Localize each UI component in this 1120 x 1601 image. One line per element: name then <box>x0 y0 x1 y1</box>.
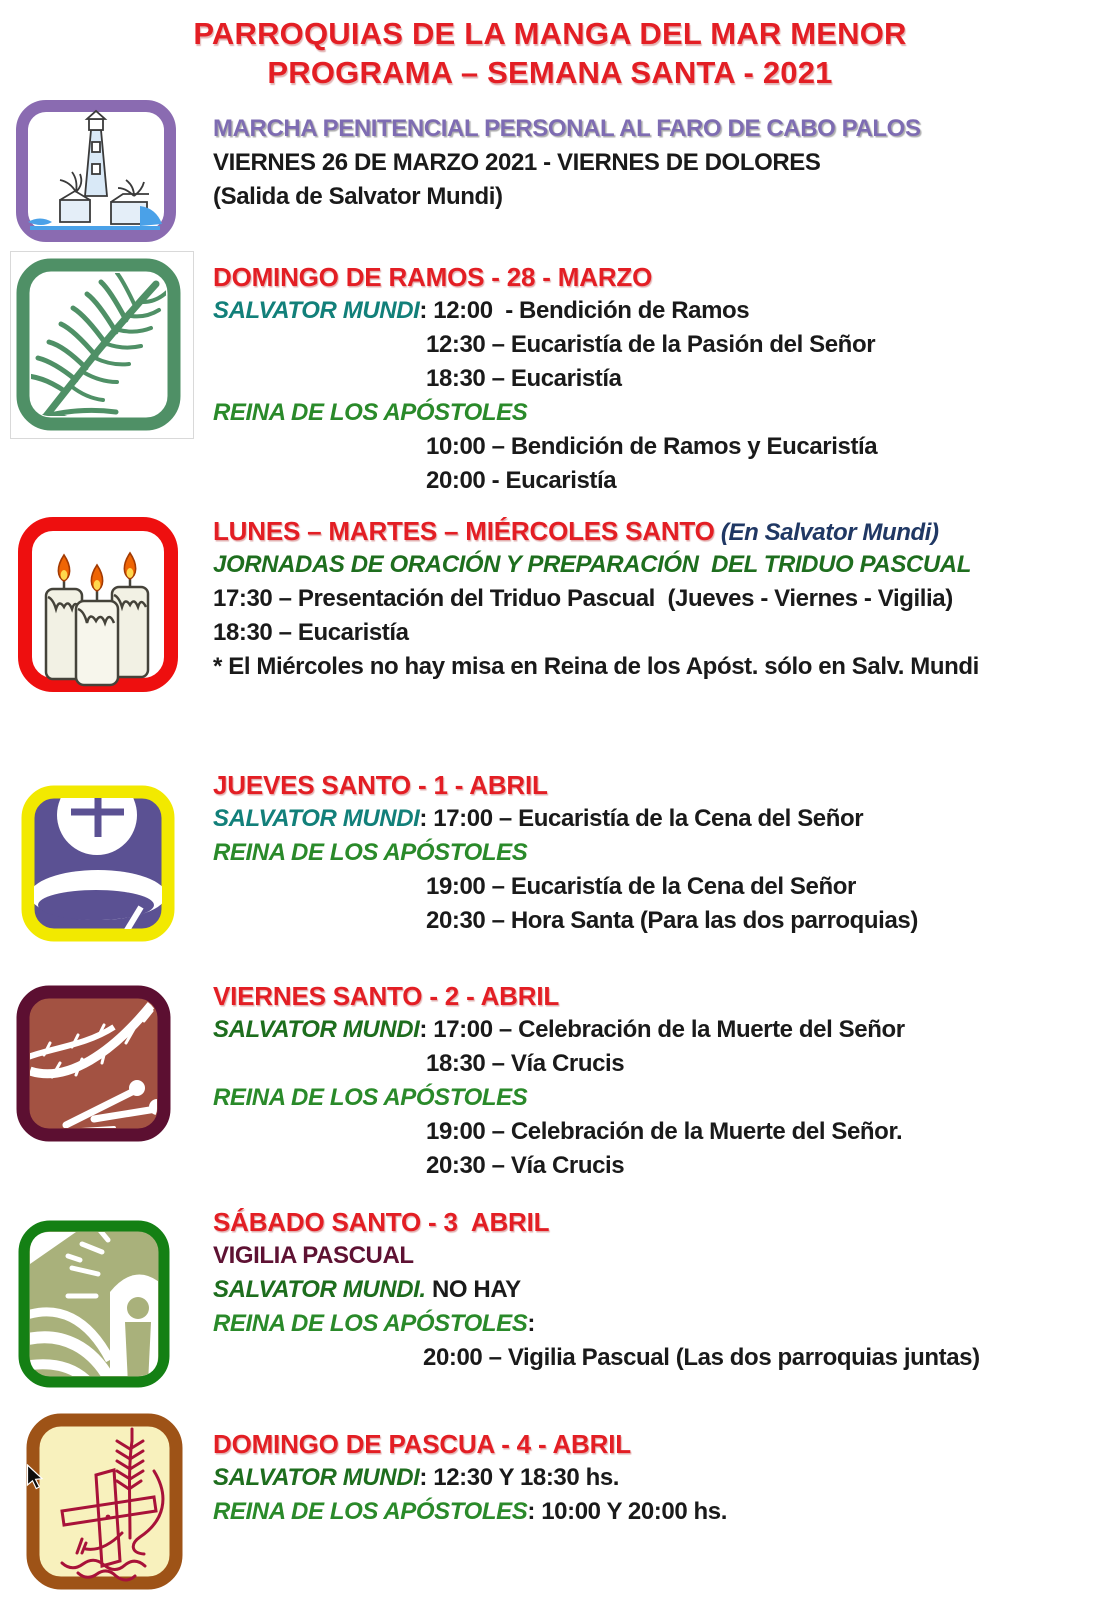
schedule-line <box>213 1307 1093 1341</box>
text-segment: NO HAY <box>425 1276 521 1303</box>
schedule-line <box>213 802 1093 836</box>
text-segment: 17:00 – Eucaristía de la Cena del Señor <box>433 805 864 832</box>
text-segment: 18:30 – Eucaristía <box>213 619 409 646</box>
empty-tomb-icon <box>18 1220 170 1388</box>
text-segment: MARCHA PENITENCIAL PERSONAL AL FARO DE CABO PALOS <box>213 115 921 142</box>
schedule-line <box>213 112 1093 146</box>
schedule-line <box>213 180 1093 214</box>
text-segment: JORNADAS DE ORACIÓN Y PREPARACIÓN DEL TRIDUO PASCUAL <box>213 551 971 578</box>
text-segment: (En Salvator Mundi) <box>714 519 939 546</box>
text-segment: SALVATOR MUNDI <box>213 297 420 324</box>
section-jueves-santo <box>213 768 1093 938</box>
schedule-line <box>213 582 1093 616</box>
schedule-line <box>213 328 1093 362</box>
schedule-line <box>213 1427 1093 1461</box>
cross-and-wheat-icon <box>26 1413 183 1590</box>
schedule-line <box>213 548 1093 582</box>
page-title-line2: PROGRAMA – SEMANA SANTA - 2021 <box>267 55 833 90</box>
schedule-line <box>213 1461 1093 1495</box>
text-segment: REINA DE LOS APÓSTOLES <box>213 1310 528 1337</box>
text-segment: 17:30 – Presentación del Triduo Pascual (Jueves - Viernes - Vigilia) <box>213 585 953 612</box>
text-segment: 12:30 – Eucaristía de la Pasión del Señor <box>426 331 876 358</box>
text-segment: SALVATOR MUNDI <box>213 805 420 832</box>
text-segment: SALVATOR MUNDI. <box>213 1276 426 1303</box>
text-segment: 20:30 – Vía Crucis <box>426 1152 625 1179</box>
text-segment: 20:00 – Vigilia Pascual (Las dos parroquias juntas) <box>423 1344 980 1371</box>
page-title-line1: PARROQUIAS DE LA MANGA DEL MAR MENOR <box>193 16 907 51</box>
section-domingo-de-ramos <box>213 260 1093 498</box>
mouse-cursor-icon <box>26 1464 46 1495</box>
text-segment: JUEVES SANTO - 1 - ABRIL <box>213 770 548 800</box>
schedule-line <box>213 1047 1093 1081</box>
schedule-line <box>213 1081 1093 1115</box>
schedule-line <box>213 768 1093 802</box>
text-segment: SÁBADO SANTO - 3 ABRIL <box>213 1207 550 1237</box>
schedule-line <box>213 396 1093 430</box>
text-segment: 10:00 Y 20:00 hs. <box>541 1498 728 1525</box>
section-domingo-de-pascua <box>213 1427 1093 1529</box>
lighthouse-icon <box>16 100 176 242</box>
schedule-line <box>213 870 1093 904</box>
schedule-line <box>213 146 1093 180</box>
text-segment: REINA DE LOS APÓSTOLES <box>213 1084 528 1111</box>
text-segment: VIGILIA PASCUAL <box>213 1242 414 1269</box>
text-segment: 19:00 – Celebración de la Muerte del Señor. <box>426 1118 903 1145</box>
text-segment: 19:00 – Eucaristía de la Cena del Señor <box>426 873 856 900</box>
text-segment: DOMINGO DE RAMOS - 28 - MARZO <box>213 262 653 292</box>
text-segment: REINA DE LOS APÓSTOLES <box>213 1498 528 1525</box>
schedule-line <box>213 1495 1093 1529</box>
text-segment: 12:00 - Bendición de Ramos <box>433 297 750 324</box>
schedule-line <box>213 514 1093 548</box>
schedule-line <box>213 1013 1093 1047</box>
schedule-line <box>213 1205 1093 1239</box>
text-segment: (Salida de Salvator Mundi) <box>213 183 503 210</box>
text-segment: 12:30 Y 18:30 hs. <box>433 1464 620 1491</box>
chalice-icon <box>21 785 175 942</box>
text-segment: VIERNES 26 DE MARZO 2021 - VIERNES DE DOLORES <box>213 149 821 176</box>
schedule-line <box>213 294 1093 328</box>
text-segment: 10:00 – Bendición de Ramos y Eucaristía <box>426 433 878 460</box>
text-segment: DOMINGO DE PASCUA - 4 - ABRIL <box>213 1429 631 1459</box>
text-segment: : <box>419 805 434 832</box>
schedule-line <box>213 1239 1093 1273</box>
section-sabado-santo <box>213 1205 1093 1375</box>
schedule-line <box>213 1115 1093 1149</box>
page-title <box>150 14 950 92</box>
section-viernes-santo <box>213 979 1093 1183</box>
text-segment: REINA DE LOS APÓSTOLES <box>213 399 528 426</box>
section-marcha-penitencial <box>213 112 1093 214</box>
section-lunes-martes-miercoles-santo <box>213 514 1093 684</box>
text-segment: SALVATOR MUNDI <box>213 1016 420 1043</box>
schedule-line <box>213 430 1093 464</box>
candles-icon <box>18 517 178 692</box>
schedule-line <box>213 836 1093 870</box>
schedule-line <box>213 616 1093 650</box>
text-segment: 20:30 – Hora Santa (Para las dos parroquias) <box>426 907 918 934</box>
text-segment: LUNES – MARTES – MIÉRCOLES SANTO <box>213 516 715 546</box>
schedule-line <box>213 1341 1093 1375</box>
schedule-line <box>213 904 1093 938</box>
text-segment: VIERNES SANTO - 2 - ABRIL <box>213 981 560 1011</box>
text-segment: 20:00 - Eucaristía <box>426 467 617 494</box>
schedule-line <box>213 650 1093 684</box>
schedule-line <box>213 1149 1093 1183</box>
schedule-line <box>213 362 1093 396</box>
text-segment: 18:30 – Vía Crucis <box>426 1050 625 1077</box>
crown-of-thorns-icon <box>16 985 171 1142</box>
schedule-line <box>213 260 1093 294</box>
text-segment: 18:30 – Eucaristía <box>426 365 622 392</box>
text-segment: : <box>419 297 434 324</box>
text-segment: : <box>527 1310 535 1337</box>
schedule-line <box>213 1273 1093 1307</box>
text-segment: * El Miércoles no hay misa en Reina de los Apóst. sólo en Salv. Mundi <box>213 653 979 680</box>
text-segment: : <box>419 1464 434 1491</box>
schedule-line <box>213 464 1093 498</box>
text-segment: : <box>527 1498 542 1525</box>
schedule-line <box>213 979 1093 1013</box>
text-segment: 17:00 – Celebración de la Muerte del Señor <box>433 1016 905 1043</box>
text-segment: : <box>419 1016 434 1043</box>
palm-leaf-icon <box>16 258 181 431</box>
text-segment: REINA DE LOS APÓSTOLES <box>213 839 528 866</box>
text-segment: SALVATOR MUNDI <box>213 1464 420 1491</box>
